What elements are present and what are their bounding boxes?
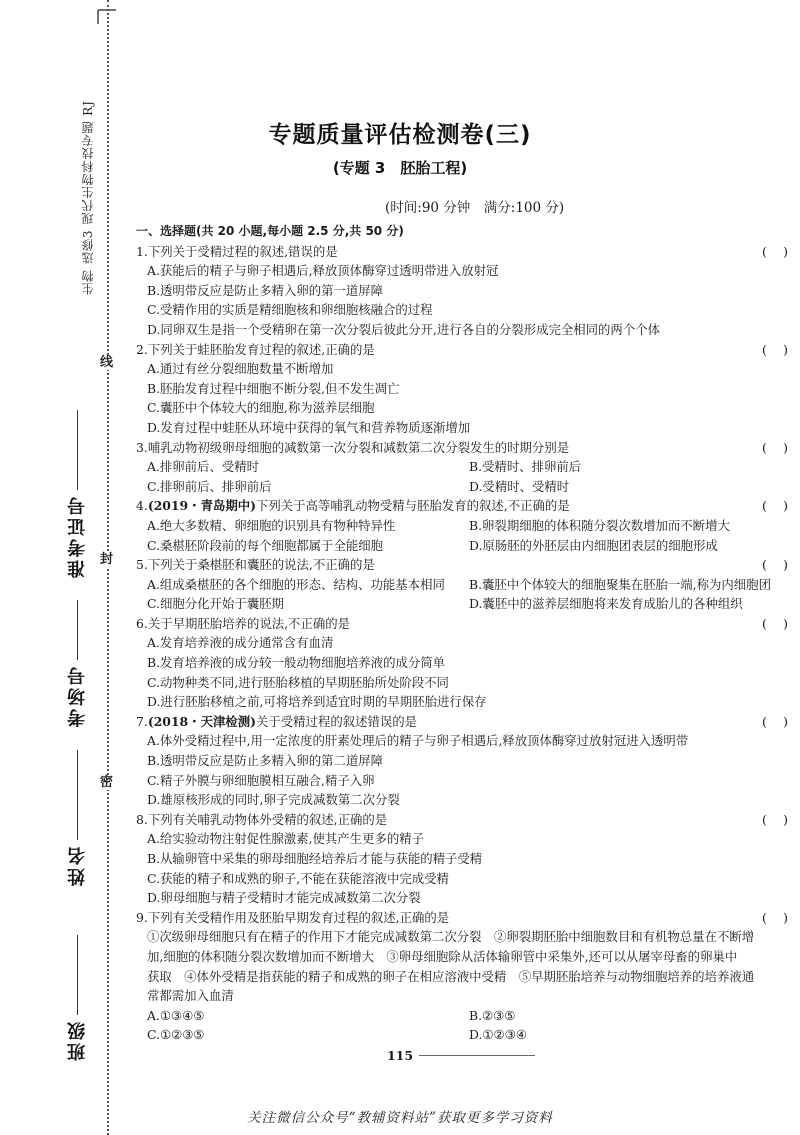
q3-option-c: C.排卵前后、排卵前后: [147, 478, 272, 494]
exam-room-label: 考场号: [67, 664, 88, 727]
question-source-tag: (2018・天津检测): [147, 713, 256, 729]
q4-options-row-1: [136, 516, 790, 536]
question-4: 4.(2019・青岛期中)下列关于高等哺乳动物受精与胚胎发育的叙述,不正确的是 ( ): [136, 496, 790, 516]
q5-option-b: B.囊胚中个体较大的细胞聚集在胚胎一端,称为内细胞团: [469, 576, 771, 592]
q9-statements-line-1: ①次级卵母细胞只有在精子的作用下才能完成减数第二次分裂 ②卵裂期胚胎中细胞数目和有机物总量在不断增: [147, 929, 755, 945]
class-field[interactable]: [65, 935, 91, 1061]
q4-option-b: B.卵裂期细胞的体积随分裂次数增加而不断增大: [469, 517, 730, 533]
q9-option-b: B.②③⑤: [469, 1007, 516, 1023]
q3-option-b: B.受精时、排卵前后: [469, 459, 582, 475]
q9-option-d: D.①②③④: [469, 1027, 527, 1043]
question-list: [136, 222, 790, 1045]
q1-option-d: D.同卵双生是指一个受精卵在第一次分裂后彼此分开,进行各自的分裂形成完全相同的两个个体: [147, 321, 660, 337]
footer-note: 关注微信公众号“教辅资料站”获取更多学习资料: [247, 1110, 553, 1126]
q8-option-d: D.卵母细胞与精子受精时才能完成减数第二次分裂: [147, 890, 421, 906]
q8-option-a: A.给实验动物注射促性腺激素,使其产生更多的精子: [147, 831, 425, 847]
q3-options-row-2: [136, 477, 790, 497]
admission-number-line[interactable]: [78, 410, 79, 490]
q7-option-a: A.体外受精过程中,用一定浓度的肝素处理后的精子与卵子相遇后,释放顶体酶穿过放射冠进入透明带: [147, 733, 689, 749]
answer-bracket: ( ): [761, 439, 790, 455]
q6-option-c: C.动物种类不同,进行胚胎移植的早期胚胎所处阶段不同: [147, 674, 449, 690]
q5-option-c: C.细胞分化开始于囊胚期: [147, 596, 284, 612]
exam-time-score: (时间:90 分钟 满分:100 分): [385, 200, 565, 216]
q9-statements-line-3: 获取 ④体外受精是指获能的精子和成熟的卵子在相应溶液中受精 ⑤早期胚胎培养与动物细胞培养的培养液通: [147, 968, 755, 984]
answer-bracket: ( ): [761, 243, 790, 259]
page-number: 115: [0, 1045, 800, 1064]
student-name-field[interactable]: [65, 750, 91, 886]
question-source-tag: (2019・青岛期中): [147, 498, 256, 514]
q6-option-d: D.进行胚胎移植之前,可将培养到适宜时期的早期胚胎进行保存: [147, 694, 487, 710]
q7-option-b: B.透明带反应是防止多精入卵的第二道屏障: [147, 753, 384, 769]
q4-option-a: A.绝大多数精、卵细胞的识别具有物种特异性: [147, 517, 396, 533]
answer-bracket: ( ): [761, 498, 790, 514]
q9-options-row-1: [136, 1006, 790, 1026]
section-heading: 一、选择题(共 20 小题,每小题 2.5 分,共 50 分): [136, 224, 404, 238]
page-title: 专题质量评估检测卷(三): [268, 122, 532, 148]
question-1: 1.下列关于受精过程的叙述,错误的是 ( ): [136, 242, 790, 262]
book-series-header: 生物 选修3 现代生物科技专题 RJ: [81, 100, 95, 295]
answer-bracket: ( ): [761, 909, 790, 925]
question-2: 2.下列关于蛙胚胎发育过程的叙述,正确的是 ( ): [136, 340, 790, 360]
q5-options-row-1: [136, 575, 790, 595]
question-6: 6.关于早期胚胎培养的说法,不正确的是 ( ): [136, 614, 790, 634]
admission-number-field[interactable]: [65, 410, 91, 578]
q1-option-a: A.获能后的精子与卵子相遇后,释放顶体酶穿过透明带进入放射冠: [147, 263, 499, 279]
class-line[interactable]: [78, 935, 79, 1015]
question-8: 8.下列有关哺乳动物体外受精的叙述,正确的是 ( ): [136, 810, 790, 830]
answer-bracket: ( ): [761, 713, 790, 729]
q2-option-b: B.胚胎发育过程中细胞不断分裂,但不发生凋亡: [147, 380, 400, 396]
answer-bracket: ( ): [761, 615, 790, 631]
q8-option-c: C.获能的精子和成熟的卵子,不能在获能溶液中完成受精: [147, 870, 449, 886]
q3-options-row-1: [136, 457, 790, 477]
q7-option-d: D.雄原核形成的同时,卵子完成减数第二次分裂: [147, 792, 400, 808]
q9-options-row-2: [136, 1025, 790, 1045]
student-name-line[interactable]: [78, 750, 79, 840]
answer-bracket: ( ): [761, 341, 790, 357]
q1-option-c: C.受精作用的实质是精细胞核和卵细胞核融合的过程: [147, 302, 433, 318]
q3-option-d: D.受精时、受精时: [469, 478, 570, 494]
binding-mark-line: 线: [100, 355, 114, 370]
student-name-label: 姓名: [67, 844, 88, 886]
q9-option-c: C.①②③⑤: [147, 1027, 205, 1043]
answer-bracket: ( ): [761, 557, 790, 573]
q8-option-b: B.从输卵管中采集的卵母细胞经培养后才能与获能的精子受精: [147, 851, 483, 866]
question-7: 7.(2018・天津检测)关于受精过程的叙述错误的是 ( ): [136, 712, 790, 732]
page-subtitle: (专题 3 胚胎工程): [332, 159, 468, 177]
q9-statements-line-4: 常都需加入血清: [147, 988, 234, 1004]
q4-option-d: D.原肠胚的外胚层由内细胞团表层的细胞形成: [469, 537, 718, 553]
question-5: 5.下列关于桑椹胚和囊胚的说法,不正确的是 ( ): [136, 555, 790, 575]
q2-option-a: A.通过有丝分裂细胞数量不断增加: [147, 361, 334, 377]
q5-option-d: D.囊胚中的滋养层细胞将来发育成胎儿的各种组织: [469, 596, 743, 612]
q2-option-c: C.囊胚中个体较大的细胞,称为滋养层细胞: [147, 400, 375, 416]
q2-option-d: D.发育过程中蛙胚从环境中获得的氧气和营养物质逐渐增加: [147, 419, 471, 435]
exam-room-field[interactable]: [65, 600, 91, 727]
q7-option-c: C.精子外膜与卵细胞膜相互融合,精子入卵: [147, 772, 375, 788]
q9-statements-line-2: 加,细胞的体积随分裂次数增加而不断增大 ③卵母细胞除从活体输卵管中采集外,还可以从屠宰母畜的卵巢中: [147, 948, 738, 964]
q3-option-a: A.排卵前后、受精时: [147, 459, 260, 475]
binding-mark-seal: 封: [100, 552, 114, 567]
binding-mark-secret: 密: [100, 775, 114, 790]
question-9: 9.下列有关受精作用及胚胎早期发育过程的叙述,正确的是 ( ): [136, 908, 790, 928]
q5-options-row-2: [136, 594, 790, 614]
q4-options-row-2: [136, 536, 790, 556]
q4-option-c: C.桑椹胚阶段前的每个细胞都属于全能细胞: [147, 537, 384, 553]
admission-number-label: 准考证号: [67, 494, 88, 578]
q5-option-a: A.组成桑椹胚的各个细胞的形态、结构、功能基本相同: [147, 576, 445, 592]
answer-bracket: ( ): [761, 811, 790, 827]
q9-option-a: A.①③④⑤: [147, 1007, 205, 1023]
q1-option-b: B.透明带反应是防止多精入卵的第一道屏障: [147, 282, 384, 298]
question-3: 3.哺乳动物初级卵母细胞的减数第一次分裂和减数第二次分裂发生的时期分别是 ( ): [136, 438, 790, 458]
exam-room-line[interactable]: [78, 600, 79, 660]
class-label: 班级: [67, 1019, 88, 1061]
q6-option-b: B.发育培养液的成分较一般动物细胞培养液的成分简单: [147, 655, 446, 671]
q6-option-a: A.发育培养液的成分通常含有血清: [147, 635, 334, 651]
